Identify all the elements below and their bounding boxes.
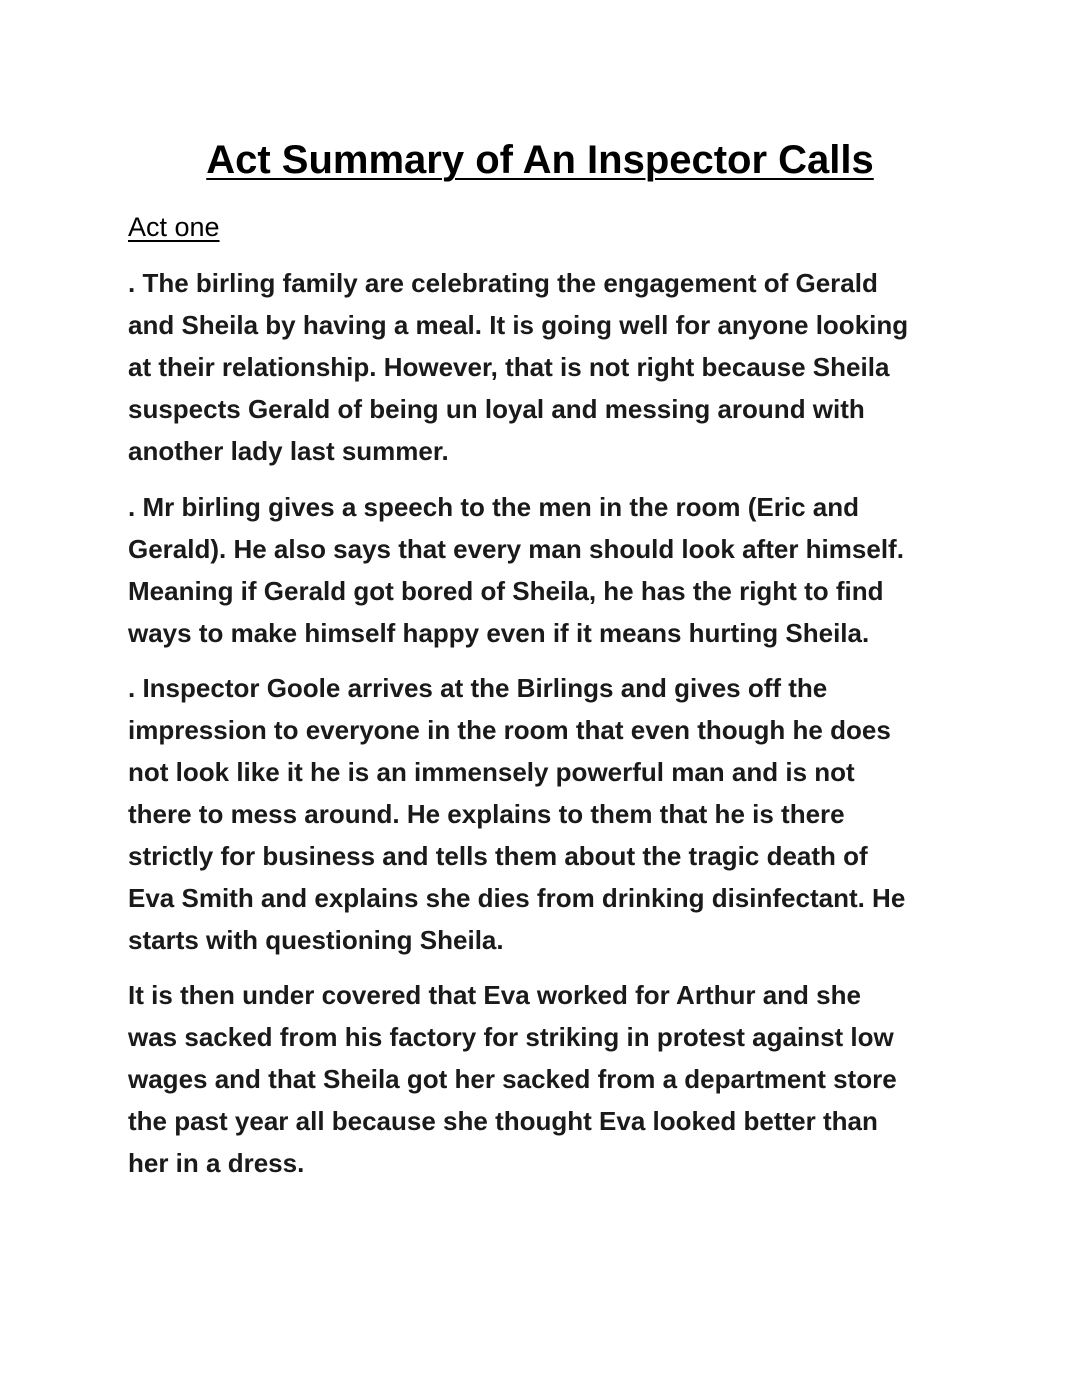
paragraph-line: Meaning if Gerald got bored of Sheila, he has the right to find [128,576,884,606]
paragraph-line: there to mess around. He explains to them that he is there [128,799,845,829]
paragraph-line: at their relationship. However, that is not right because Sheila [128,352,890,382]
paragraph-4 [128,974,988,1184]
paragraph-line: the past year all because she thought Eva looked better than [128,1106,878,1136]
paragraph-line: Eva Smith and explains she dies from drinking disinfectant. He [128,883,906,913]
section-heading: Act one [128,212,220,242]
paragraph-3 [128,667,988,961]
paragraph-line: strictly for business and tells them about the tragic death of [128,841,868,871]
paragraph-line: . The birling family are celebrating the engagement of Gerald [128,268,878,298]
paragraph-line: suspects Gerald of being un loyal and messing around with [128,394,865,424]
paragraph-line: was sacked from his factory for striking in protest against low [128,1022,894,1052]
paragraph-line: not look like it he is an immensely powerful man and is not [128,757,855,787]
paragraph-line: and Sheila by having a meal. It is going well for anyone looking [128,310,909,340]
paragraph-line: another lady last summer. [128,436,449,466]
paragraph-line: Gerald). He also says that every man should look after himself. [128,534,904,564]
paragraph-line: her in a dress. [128,1148,305,1178]
paragraph-line: . Inspector Goole arrives at the Birlings and gives off the [128,673,828,703]
page-title [0,132,1080,188]
paragraph-line: ways to make himself happy even if it means hurting Sheila. [128,618,870,648]
paragraph-2 [128,486,988,654]
page-title-text: Act Summary of An Inspector Calls [206,138,874,182]
paragraph-line: wages and that Sheila got her sacked from a department store [128,1064,897,1094]
paragraph-line: It is then under covered that Eva worked for Arthur and she [128,980,861,1010]
paragraph-line: impression to everyone in the room that even though he does [128,715,891,745]
paragraph-line: . Mr birling gives a speech to the men in the room (Eric and [128,492,860,522]
paragraph-line: starts with questioning Sheila. [128,925,504,955]
paragraph-1 [128,262,988,472]
